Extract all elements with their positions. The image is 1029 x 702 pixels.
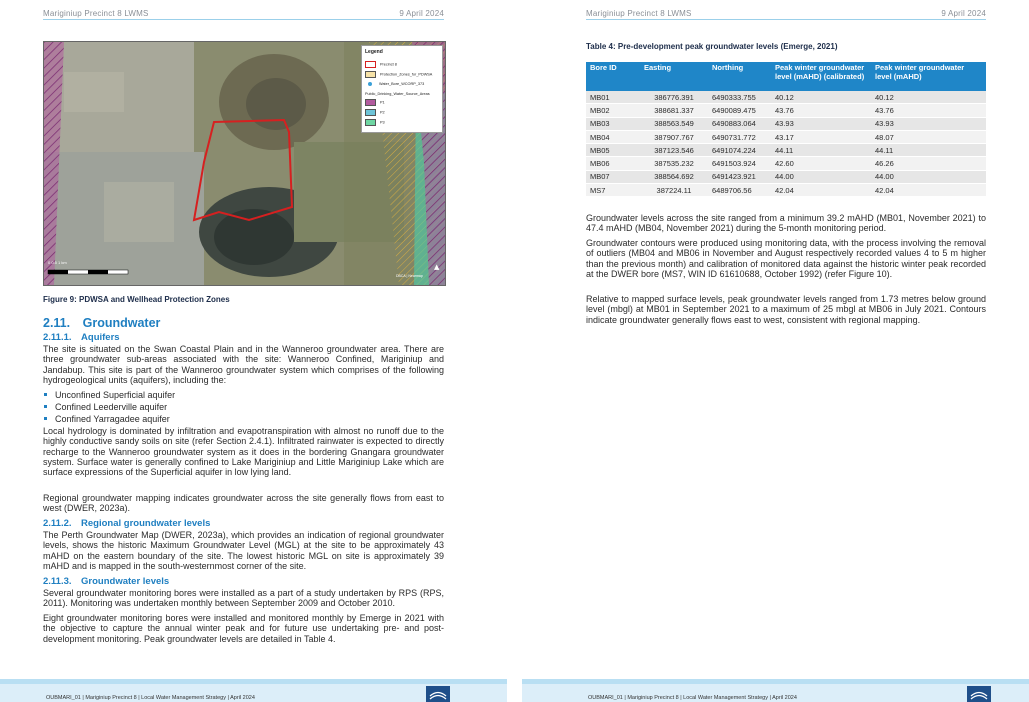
table-cell: 386776.391 [640,91,708,104]
table-cell: 43.93 [871,117,986,130]
table-cell: 42.60 [771,157,871,170]
aquifers-paragraph: The site is situated on the Swan Coastal Plain and in the Wanneroo groundwater area. There are three groundwater sub-areas associated with the site: Wanneroo Confined, Mariginiup and Jandabup. This site is part of the Wanneroo groundwater system which comprises of the following hydrogeological units (aquifers), including the: [43,344,444,385]
legend-item-protection-zones: Protection_Zones_for_PDWSA [365,71,432,78]
page-gutter [507,0,522,702]
table-cell: 42.04 [771,184,871,197]
surface-levels-paragraph: Relative to mapped surface levels, peak groundwater levels ranged from 1.73 metres below ground level (mbgl) at MB01 in September 2021 to a maximum of 25 mbgl at MB06 in July 2021. Contours indicate groundwater generally flows east to west, consistent with regional mapping. [586,294,986,325]
table-row [586,130,986,143]
footer-band [522,679,1029,684]
groundwater-range-paragraph: Groundwater levels across the site ranged from a minimum 39.2 mAHD (MB01, November 2021) to 47.4 mAHD (MB04, November 2021) during the 5-month monitoring period. [586,213,986,234]
table-cell: 387907.767 [640,130,708,143]
header-left-text: Mariginiup Precinct 8 LWMS [43,9,149,18]
table-cell: 6490333.755 [708,91,771,104]
regional-flow-paragraph: Regional groundwater mapping indicates groundwater across the site generally flows from east to west (DWER, 2023a). [43,493,444,514]
table-cell: MS7 [586,184,640,197]
table-cell: 43.76 [771,104,871,117]
aquifer-list [43,389,443,425]
table-cell: MB04 [586,130,640,143]
table-cell: 43.93 [771,117,871,130]
regional-levels-paragraph: The Perth Groundwater Map (DWER, 2023a), which provides an indication of regional groundwater levels, shows the historic Maximum Groundwater Level (MGL) at the site to be approximately 43 mAHD on the eastern boundary of the site. The lowest historic MGL on site is approximately 39 mAHD and is mapped in the south-westernmost corner of the site. [43,530,444,571]
table-cell: 44.11 [871,144,986,157]
right-page [522,0,1029,702]
list-item: Confined Yarragadee aquifer [43,413,443,425]
section-heading-groundwater: 2.11. Groundwater [43,316,161,330]
list-item: Unconfined Superficial aquifer [43,389,443,401]
table-cell: 6491074.224 [708,144,771,157]
table-row [586,117,986,130]
table-cell: MB06 [586,157,640,170]
subheading-regional-levels: 2.11.2. Regional groundwater levels [43,518,211,529]
table-cell: 387535.232 [640,157,708,170]
table-cell: MB01 [586,91,640,104]
footer-text: OUBMARI_01 | Mariginiup Precinct 8 | Local Water Management Strategy | April 2024 [46,695,255,701]
table-cell: 387224.11 [640,184,708,197]
table-cell: 46.26 [871,157,986,170]
table-row [586,91,986,104]
contours-paragraph: Groundwater contours were produced using monitoring data, with the process involving the removal of outliers (MB04 and MB06 in November and August respectively recorded values 4 to 5 m higher than the previous month) and calibration of monitored data against the historic winter peak recorded at the DWER bore (MS7, WIN ID 61610688, October 1992) (refer Figure 10). [586,238,986,279]
table-header-row [586,62,986,91]
table-cell: 44.11 [771,144,871,157]
table-row [586,104,986,117]
map-legend [361,45,443,133]
col-peak: Peak winter groundwater level (mAHD) [871,62,986,91]
header-date: 9 April 2024 [941,9,986,18]
list-item: Confined Leederville aquifer [43,401,443,413]
table-cell: MB07 [586,170,640,183]
map-credit: DBCA | Nearmap [396,274,423,278]
table-cell: 6491423.921 [708,170,771,183]
table-cell: 388563.549 [640,117,708,130]
table-cell: 387123.546 [640,144,708,157]
subheading-aquifers: 2.11.1. Aquifers [43,332,120,343]
emerge-logo-icon [967,686,991,702]
legend-item-p1: P1 [365,99,385,106]
table-row [586,184,986,197]
table-cell: 43.17 [771,130,871,143]
table-cell: 44.00 [871,170,986,183]
table-cell: 388564.692 [640,170,708,183]
legend-title: Legend [365,49,383,55]
emerge-logo-icon [426,686,450,702]
table-cell: 6490883.064 [708,117,771,130]
table-cell: MB03 [586,117,640,130]
subheading-groundwater-levels: 2.11.3. Groundwater levels [43,576,170,587]
figure-caption: Figure 9: PDWSA and Wellhead Protection Zones [43,295,230,304]
legend-item-precinct: Precinct 8 [365,61,397,68]
table-cell: 44.00 [771,170,871,183]
header-rule [586,19,986,20]
legend-item-p2: P2 [365,109,385,116]
legend-item-pdwsa: Public_Drinking_Water_Source_Areas [365,92,430,96]
table-row [586,170,986,183]
table-row [586,157,986,170]
table-cell: 6489706.56 [708,184,771,197]
table-cell: 6490089.475 [708,104,771,117]
map-scale-label: 0 0.5 1 km [48,260,67,265]
col-bore-id: Bore ID [586,62,640,91]
groundwater-levels-table [586,62,986,197]
emerge-monitoring-paragraph: Eight groundwater monitoring bores were installed and monitored monthly by Emerge in 2021 with the objective to capture the annual winter peak and for future use undertaking pre- and post-development monitoring. Peak groundwater levels are detailed in Table 4. [43,613,444,644]
table-cell: 42.04 [871,184,986,197]
col-northing: Northing [708,62,771,91]
legend-item-p3: P3 [365,119,385,126]
table-cell: 6491503.924 [708,157,771,170]
table-cell: 43.76 [871,104,986,117]
rps-monitoring-paragraph: Several groundwater monitoring bores were installed as a part of a study undertaken by RPS (RPS, 2011). Monitoring was undertaken monthly between September 2009 and October 2010. [43,588,444,609]
pdwsa-map-figure [43,41,446,286]
table-cell: MB05 [586,144,640,157]
table-cell: 6490731.772 [708,130,771,143]
table-cell: 40.12 [771,91,871,104]
table-cell: 40.12 [871,91,986,104]
footer-text: OUBMARI_01 | Mariginiup Precinct 8 | Local Water Management Strategy | April 2024 [588,695,797,701]
table-cell: 388681.337 [640,104,708,117]
table-cell: 48.07 [871,130,986,143]
header-rule [43,19,444,20]
hydrology-paragraph: Local hydrology is dominated by infiltration and evapotranspiration with almost no runoff due to the highly conductive sandy soils on site (refer Section 2.4.1). Infiltrated rainwater is expected to directly recharge to the Wanneroo groundwater system as it does in the bordering Gnangara groundwater system. Surface water is generally confined to Lake Mariginiup and Little Mariginiup Lake which are surface expressions of the Superficial aquifer in low lying land. [43,426,444,478]
header-date: 9 April 2024 [399,9,444,18]
header-left-text: Mariginiup Precinct 8 LWMS [586,9,692,18]
left-page [0,0,507,702]
col-easting: Easting [640,62,708,91]
svg-text:▲: ▲ [434,263,440,271]
table-title: Table 4: Pre-development peak groundwater levels (Emerge, 2021) [586,42,838,51]
legend-item-water-bore: Water_Bore_WCORP_373 [365,81,424,88]
col-peak-calibrated: Peak winter groundwater level (mAHD) (calibrated) [771,62,871,91]
footer-band [0,679,507,684]
table-row [586,144,986,157]
table-cell: MB02 [586,104,640,117]
